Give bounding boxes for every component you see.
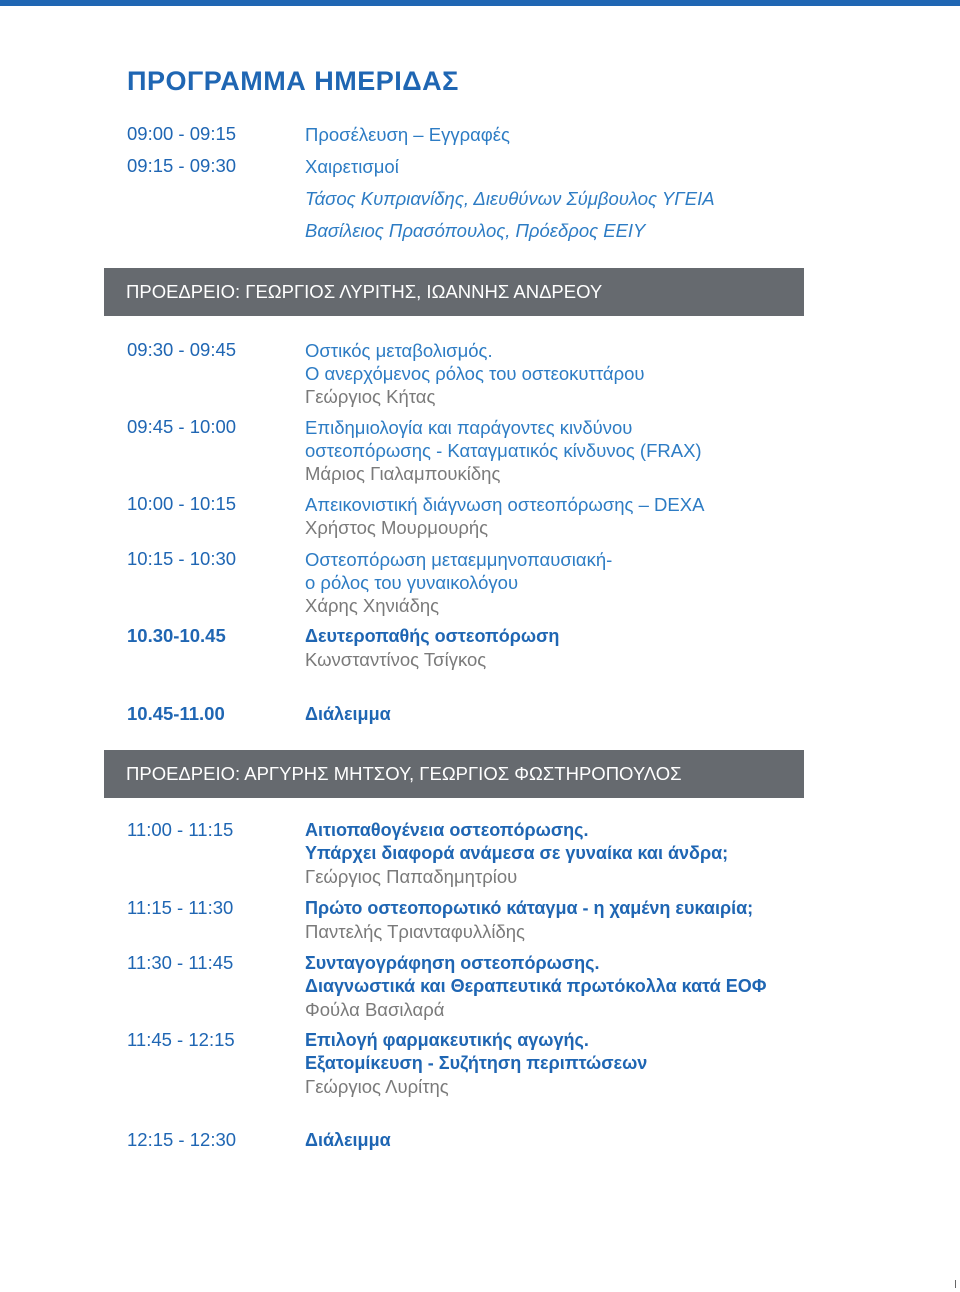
page-title: ΠΡΟΓΡΑΜΜΑ ΗΜΕΡΙΔΑΣ xyxy=(127,66,459,96)
greeting-speaker: Βασίλειος Πρασόπουλος, Πρόεδρος ΕΕΙΥ xyxy=(305,220,646,241)
session-title: οστεοπόρωσης - Καταγματικός κίνδυνος (FRAX) xyxy=(305,440,702,461)
session-title: Ο ανερχόμενος ρόλος του οστεοκυττάρου xyxy=(305,363,645,384)
session-title: Οστεοπόρωση μεταεμμηνοπαυσιακή- xyxy=(305,549,613,570)
session-title: Υπάρχει διαφορά ανάμεσα σε γυναίκα και άνδρα; xyxy=(305,843,729,863)
speaker-name: Χάρης Χηνιάδης xyxy=(305,595,440,616)
crop-mark xyxy=(955,1280,956,1288)
session-title: Απεικονιστική διάγνωση οστεοπόρωσης – DEXA xyxy=(305,494,705,515)
session-title: Δευτεροπαθής οστεοπόρωση xyxy=(305,626,560,646)
session-title: Πρώτο οστεοπορωτικό κάταγμα - η χαμένη ευκαιρία; xyxy=(305,898,754,918)
greeting-speaker: Τάσος Κυπριανίδης, Διευθύνων Σύμβουλος ΥΓΕΙΑ xyxy=(305,188,715,209)
session-title: Διαγνωστικά και Θεραπευτικά πρωτόκολλα κατά ΕΟΦ xyxy=(305,976,767,996)
session-title: Συνταγογράφηση οστεοπόρωσης. xyxy=(305,953,600,973)
time-slot: 09:30 - 09:45 xyxy=(127,339,237,360)
presidium-banner: ΠΡΟΕΔΡΕΙΟ: ΑΡΓΥΡΗΣ ΜΗΤΣΟΥ, ΓΕΩΡΓΙΟΣ ΦΩΣΤΗΡΟΠΟΥΛΟΣ xyxy=(104,750,804,798)
speaker-name: Κωνσταντίνος Τσίγκος xyxy=(305,649,487,670)
break-label: Διάλειμμα xyxy=(305,1130,391,1150)
time-slot: 11:30 - 11:45 xyxy=(127,952,234,973)
top-accent-bar xyxy=(0,0,960,6)
time-slot: 10.45-11.00 xyxy=(127,703,225,724)
time-slot: 09:45 - 10:00 xyxy=(127,416,237,437)
session-title: Χαιρετισμοί xyxy=(305,156,399,177)
break-label: Διάλειμμα xyxy=(305,704,391,724)
session-title: Επιδημιολογία και παράγοντες κινδύνου xyxy=(305,417,633,438)
time-slot: 09:15 - 09:30 xyxy=(127,155,237,176)
speaker-name: Γεώργιος Κήτας xyxy=(305,386,436,407)
time-slot: 12:15 - 12:30 xyxy=(127,1129,237,1150)
speaker-name: Παντελής Τριανταφυλλίδης xyxy=(305,921,525,942)
speaker-name: Χρήστος Μουρμουρής xyxy=(305,517,489,538)
speaker-name: Φούλα Βασιλαρά xyxy=(305,999,445,1020)
session-title: Οστικός μεταβολισμός. xyxy=(305,340,493,361)
presidium-banner: ΠΡΟΕΔΡΕΙΟ: ΓΕΩΡΓΙΟΣ ΛΥΡΙΤΗΣ, ΙΩΑΝΝΗΣ ΑΝΔΡΕΟΥ xyxy=(104,268,804,316)
session-title: Αιτιοπαθογένεια οστεοπόρωσης. xyxy=(305,820,589,840)
speaker-name: Μάριος Γιαλαμπουκίδης xyxy=(305,463,501,484)
session-title: Εξατομίκευση - Συζήτηση περιπτώσεων xyxy=(305,1053,648,1073)
session-title: Προσέλευση – Εγγραφές xyxy=(305,124,510,145)
time-slot: 11:15 - 11:30 xyxy=(127,897,234,918)
speaker-name: Γεώργιος Παπαδημητρίου xyxy=(305,866,518,887)
time-slot: 10.30-10.45 xyxy=(127,625,226,646)
time-slot: 10:15 - 10:30 xyxy=(127,548,237,569)
time-slot: 11:45 - 12:15 xyxy=(127,1029,235,1050)
time-slot: 11:00 - 11:15 xyxy=(127,819,234,840)
speaker-name: Γεώργιος Λυρίτης xyxy=(305,1076,449,1097)
session-title: ο ρόλος του γυναικολόγου xyxy=(305,572,519,593)
time-slot: 10:00 - 10:15 xyxy=(127,493,237,514)
session-title: Επιλογή φαρμακευτικής αγωγής. xyxy=(305,1030,589,1050)
time-slot: 09:00 - 09:15 xyxy=(127,123,237,144)
